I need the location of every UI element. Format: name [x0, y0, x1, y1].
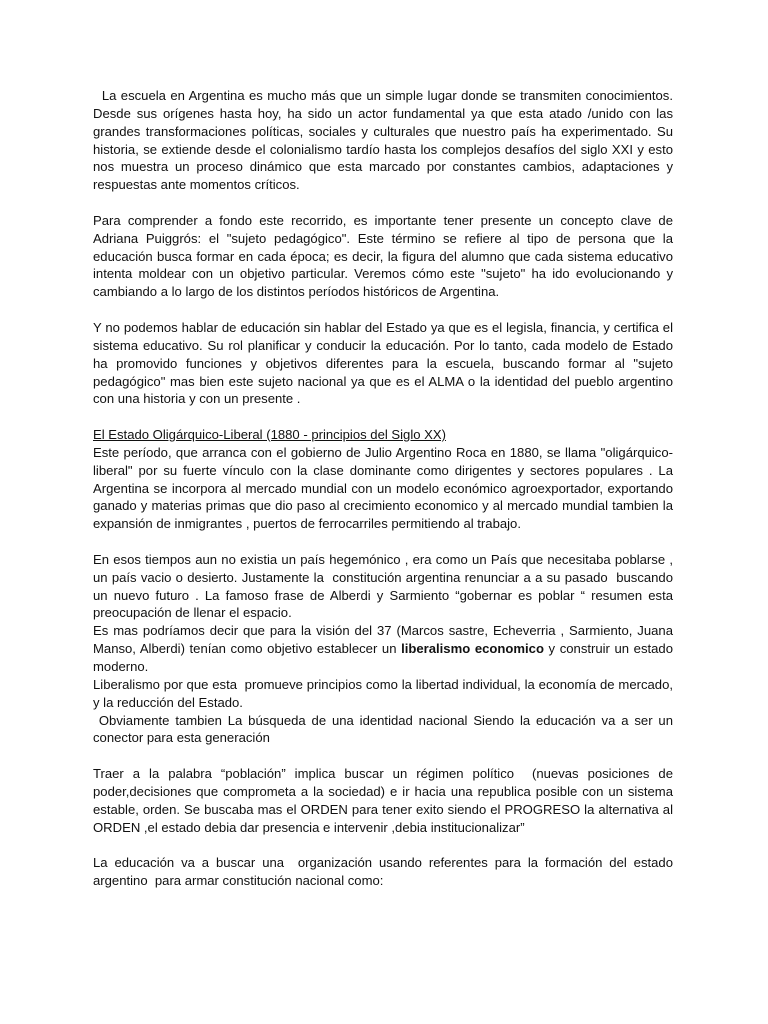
poblacion-paragraph: Traer a la palabra “población” implica buscar un régimen político (nuevas posiciones de poder,decisiones que comprometa a la sociedad) e ir hacia una republica posible con un sistema estable, orden. Se buscaba mas el ORDEN para tener exito siendo el PROGRESO la alternativa al ORDEN ,el estado debia dar presencia e intervenir ,debia institucionalizar” [93, 766, 677, 835]
pais-vacio-paragraph: En esos tiempos aun no existia un país hegemónico , era como un País que necesitaba poblarse , un país vacio o desierto. Justamente la constitución argentina renunciar a a su pasado buscando un nuevo futuro . La famoso frase de Alberdi y Sarmiento “gobernar es poblar “ resumen esta preocupación de llenar el espacio. [93, 551, 677, 621]
oligarquico-paragraph: Este período, que arranca con el gobierno de Julio Argentino Roca en 1880, se llama "oligárquico-liberal" por su fuerte vínculo con la clase dominante como dirigentes y sectores populares . La Argentina se incorpora al mercado mundial con un modelo económico agroexportador, exportando ganado y materias primas que dio paso al crecimiento economico y al mercado mundial tambien la expansión de inmigrantes , puertos de ferrocarriles permitiendo al trabajo. [93, 444, 677, 532]
liberalismo-bold: liberalismo economico [401, 641, 544, 657]
estado-paragraph: Y no podemos hablar de educación sin hablar del Estado ya que es el legisla, financia, y certifica el sistema educativo. Su rol planificar y conducir la educación. Por lo tanto, cada modelo de Estado ha promovido funciones y objetivos diferentes para la escuela, buscando formar al "sujeto pedagógico" mas bien este sujeto nacional ya que es el ALMA o la identidad del pueblo argentino con una historia y con un presente . [93, 319, 677, 407]
section-heading: El Estado Oligárquico-Liberal (1880 - principios del Siglo XX) [93, 427, 446, 443]
intro-paragraph: La escuela en Argentina es mucho más que un simple lugar donde se transmiten conocimientos. Desde sus orígenes hasta hoy, ha sido un actor fundamental ya que esta atado /unido con las grandes transformaciones políticas, sociales y culturales que nuestro país ha experimentado. Su historia, se extiende desde el colonialismo tardío hasta los complejos desafíos del siglo XXI y esto nos muestra un proceso dinámico que esta marcado por constantes cambios, adaptaciones y respuestas ante momentos críticos. [93, 88, 677, 193]
sujeto-pedagogico-paragraph: Para comprender a fondo este recorrido, es importante tener presente un concepto clave de Adriana Puiggrós: el "sujeto pedagógico". Este término se refiere al tipo de persona que la educación busca formar en cada época; es decir, la figura del alumno que cada sistema educativo intenta moldear con un objetivo particular. Veremos cómo este "sujeto" ha ido evolucionando y cambiando a lo largo de los distintos períodos históricos de Argentina. [93, 212, 677, 300]
section-block [93, 426, 677, 533]
identidad-paragraph: Obviamente tambien La búsqueda de una identidad nacional Siendo la educación va a ser un conector para esta generación [93, 712, 681, 746]
vision-37-paragraph [93, 622, 677, 676]
document-page [93, 87, 681, 890]
vision-37-text-after: y construir un estado moderno. [93, 641, 677, 674]
vision-37-text-before: Es mas podríamos decir que para la visión del 37 (Marcos sastre, Echeverria , Sarmiento, Juana Manso, Alberdi) tenían como objetivo establecer un [93, 623, 677, 657]
organizacion-paragraph: La educación va a buscar una organización usando referentes para la formación del estado argentino para armar constitución nacional como: [93, 855, 677, 889]
liberalismo-paragraph: Liberalismo por que esta promueve principios como la libertad individual, la economía de mercado, y la reducción del Estado. [93, 676, 677, 710]
